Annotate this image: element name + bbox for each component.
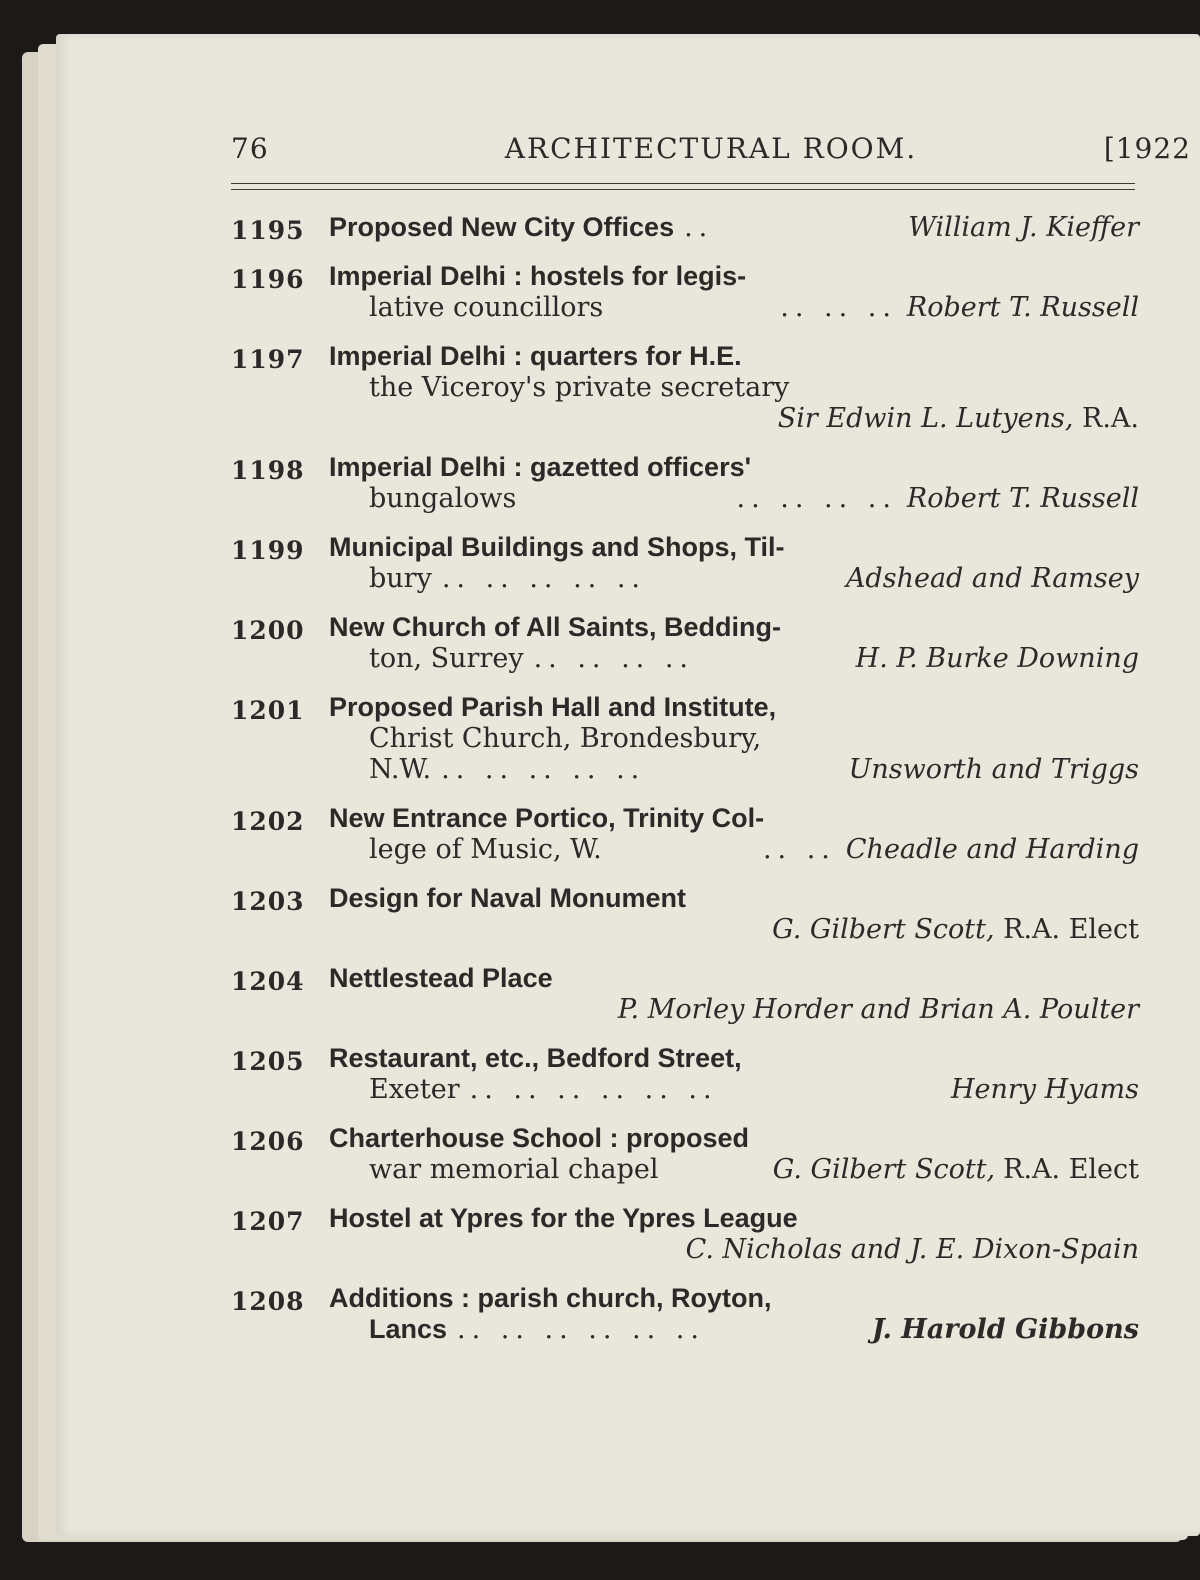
catalogue-entry bbox=[231, 1283, 1139, 1345]
entry-title-continued: bungalows bbox=[369, 483, 517, 514]
entry-author: H. P. Burke Downing bbox=[855, 643, 1139, 674]
entry-title: New Church of All Saints, Bedding- bbox=[329, 612, 782, 642]
leader-dots: .. .. .. .. .. bbox=[441, 754, 646, 785]
entry-title: Proposed Parish Hall and Institute, bbox=[329, 692, 777, 722]
entry-title-continued: Lancs bbox=[369, 1314, 448, 1344]
leader-dots: .. .. .. .. bbox=[736, 483, 897, 514]
catalogue-entry bbox=[231, 692, 1139, 785]
entry-author: G. Gilbert Scott, bbox=[772, 914, 995, 945]
entry-title: Nettlestead Place bbox=[329, 963, 553, 993]
entry-title-continued: lege of Music, W. bbox=[369, 834, 602, 865]
author-suffix: R.A. Elect bbox=[1003, 1154, 1139, 1185]
entry-title: Hostel at Ypres for the Ypres League bbox=[329, 1203, 798, 1233]
leader-dots: .. bbox=[684, 212, 714, 243]
catalogue-entry bbox=[231, 341, 1139, 434]
leader-dots: .. .. .. bbox=[780, 292, 897, 323]
entry-author: Robert T. Russell bbox=[906, 292, 1139, 323]
entry-title-continued: N.W. bbox=[369, 754, 432, 785]
double-rule-divider bbox=[231, 183, 1135, 190]
entry-number: 1200 bbox=[231, 616, 305, 645]
catalogue-entry bbox=[231, 1203, 1139, 1265]
entry-author: Henry Hyams bbox=[950, 1074, 1139, 1105]
entry-title: Charterhouse School : proposed bbox=[329, 1123, 750, 1153]
catalogue-entry bbox=[231, 452, 1139, 514]
author-suffix: R.A. Elect bbox=[1003, 914, 1139, 945]
catalogue-entry bbox=[231, 1123, 1139, 1185]
entry-title: Imperial Delhi : quarters for H.E. bbox=[329, 341, 742, 371]
leader-dots: .. .. .. .. bbox=[533, 643, 695, 674]
author-suffix: R.A. bbox=[1082, 403, 1139, 434]
entry-author: C. Nicholas and J. E. Dixon-Spain bbox=[685, 1234, 1139, 1265]
entry-number: 1195 bbox=[231, 216, 305, 245]
entry-author: G. Gilbert Scott, bbox=[772, 1154, 996, 1185]
entry-title-continued: lative councillors bbox=[369, 292, 604, 323]
entry-author: Sir Edwin L. Lutyens, bbox=[777, 403, 1074, 434]
catalogue-entry bbox=[231, 532, 1139, 594]
entry-title-continued: bury bbox=[369, 563, 432, 594]
entry-title-continued: ton, Surrey bbox=[369, 643, 524, 674]
catalogue-entry bbox=[231, 883, 1139, 945]
entry-number: 1201 bbox=[231, 696, 305, 725]
entry-number: 1203 bbox=[231, 887, 305, 916]
entry-title-continued: war memorial chapel bbox=[369, 1154, 659, 1185]
page-title: ARCHITECTURAL ROOM. bbox=[504, 132, 918, 165]
catalogue-entry bbox=[231, 803, 1139, 865]
entry-author: P. Morley Horder and Brian A. Poulter bbox=[617, 994, 1139, 1025]
entry-author: Cheadle and Harding bbox=[845, 834, 1139, 865]
entry-number: 1204 bbox=[231, 967, 305, 996]
entry-author: Robert T. Russell bbox=[906, 483, 1139, 514]
entry-author: Adshead and Ramsey bbox=[845, 563, 1139, 594]
entry-number: 1202 bbox=[231, 807, 305, 836]
entry-title-continued: Christ Church, Brondesbury, bbox=[369, 723, 762, 754]
entry-number: 1197 bbox=[231, 345, 305, 374]
entry-title: Proposed New City Offices bbox=[329, 212, 675, 242]
entry-title: Restaurant, etc., Bedford Street, bbox=[329, 1043, 742, 1073]
book-page bbox=[56, 34, 1200, 1536]
leader-dots: .. .. bbox=[762, 834, 836, 865]
catalogue-entry bbox=[231, 261, 1139, 323]
leader-dots: .. .. .. .. .. .. bbox=[469, 1074, 718, 1105]
catalogue-entry bbox=[231, 612, 1139, 674]
catalogue-entry bbox=[231, 1043, 1139, 1105]
entry-number: 1208 bbox=[231, 1287, 305, 1316]
entry-number: 1206 bbox=[231, 1127, 305, 1156]
entry-number: 1207 bbox=[231, 1207, 305, 1236]
leader-dots: .. .. .. .. .. .. bbox=[457, 1314, 705, 1345]
entry-title: Imperial Delhi : hostels for legis- bbox=[329, 261, 747, 291]
entry-author: Unsworth and Triggs bbox=[848, 754, 1139, 785]
entry-title: New Entrance Portico, Trinity Col- bbox=[329, 803, 765, 833]
page-number: 76 bbox=[231, 132, 269, 165]
entry-title-continued: Exeter bbox=[369, 1074, 460, 1105]
entry-author: J. Harold Gibbons bbox=[871, 1314, 1139, 1345]
entry-number: 1199 bbox=[231, 536, 305, 565]
catalogue-entries bbox=[231, 212, 1139, 1363]
entry-title: Additions : parish church, Royton, bbox=[329, 1283, 772, 1313]
leader-dots: .. .. .. .. .. bbox=[441, 563, 646, 594]
entry-author: William J. Kieffer bbox=[908, 212, 1139, 243]
running-head bbox=[231, 132, 1191, 172]
entry-number: 1198 bbox=[231, 456, 305, 485]
entry-number: 1205 bbox=[231, 1047, 305, 1076]
entry-title: Imperial Delhi : gazetted officers' bbox=[329, 452, 752, 482]
catalogue-entry bbox=[231, 212, 1139, 243]
catalogue-entry bbox=[231, 963, 1139, 1025]
year-label: [1922 bbox=[1103, 132, 1191, 165]
entry-number: 1196 bbox=[231, 265, 305, 294]
entry-title: Municipal Buildings and Shops, Til- bbox=[329, 532, 785, 562]
entry-title-continued: the Viceroy's private secretary bbox=[369, 372, 790, 403]
entry-title: Design for Naval Monument bbox=[329, 883, 687, 913]
